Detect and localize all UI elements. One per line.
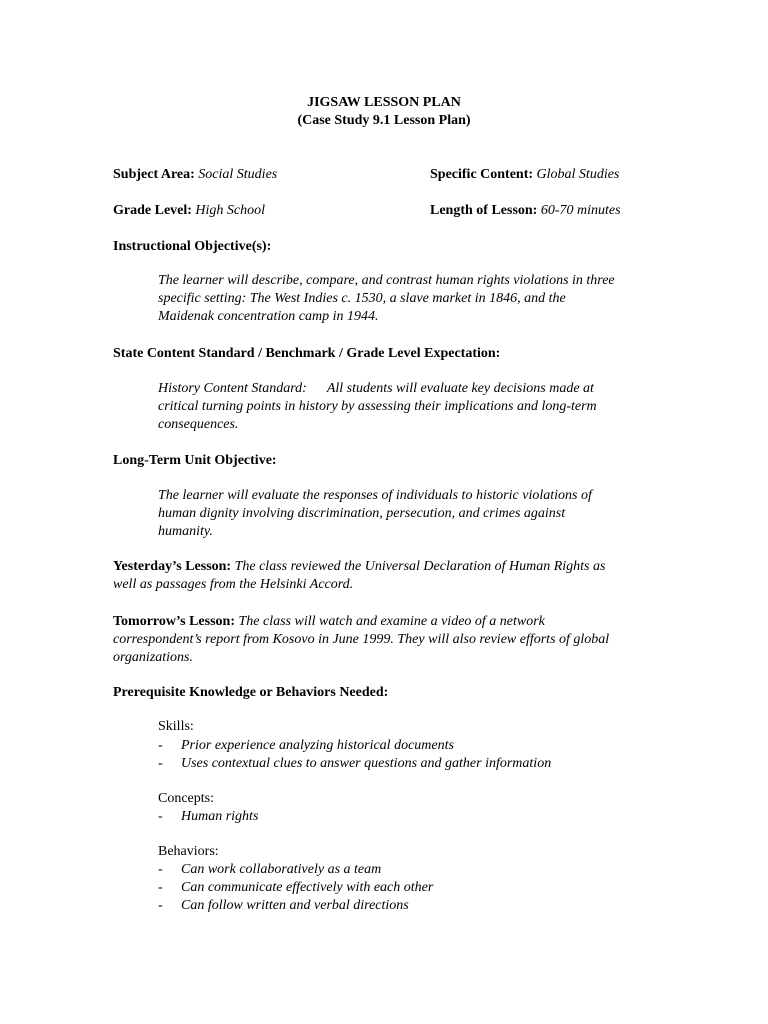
- long-term-heading: Long-Term Unit Objective:: [113, 453, 277, 468]
- objective-line: The learner will describe, compare, and contrast human rights violations in three: [158, 273, 615, 288]
- dash-marker: -: [158, 880, 163, 895]
- dash-marker: -: [158, 738, 163, 753]
- tomorrow-line: The class will watch and examine a video of a network: [238, 614, 545, 629]
- long-term-text: [158, 487, 592, 541]
- length-of-lesson-row: [430, 202, 621, 220]
- grade-level-label: Grade Level:: [113, 203, 192, 218]
- subject-area-row: [113, 166, 277, 184]
- concept-text: Human rights: [181, 809, 259, 824]
- length-of-lesson-label: Length of Lesson:: [430, 203, 538, 218]
- behavior-text: Can communicate effectively with each other: [181, 880, 434, 895]
- document-title: JIGSAW LESSON PLAN: [307, 95, 461, 110]
- standard-line: consequences.: [158, 417, 239, 432]
- behaviors-label: Behaviors:: [158, 844, 219, 859]
- skill-item: [158, 737, 454, 755]
- concept-item: [158, 808, 258, 826]
- dash-marker: -: [158, 898, 163, 913]
- skill-text: Prior experience analyzing historical documents: [181, 738, 454, 753]
- yesterday-lesson: [113, 558, 605, 594]
- behavior-item: [158, 897, 409, 915]
- state-standard-text: [158, 380, 597, 434]
- dash-marker: -: [158, 862, 163, 877]
- long-term-line: humanity.: [158, 524, 213, 539]
- yesterday-line: The class reviewed the Universal Declaration of Human Rights as: [234, 559, 606, 574]
- tomorrow-line: organizations.: [113, 650, 193, 665]
- tomorrow-lesson: [113, 613, 609, 667]
- tomorrow-line: correspondent’s report from Kosovo in June 1999. They will also review efforts of global: [113, 632, 610, 647]
- specific-content-label: Specific Content:: [430, 167, 534, 182]
- skill-text: Uses contextual clues to answer questions and gather information: [181, 756, 552, 771]
- behavior-text: Can work collaboratively as a team: [181, 862, 382, 877]
- grade-level-value: High School: [195, 203, 266, 218]
- prerequisite-heading: Prerequisite Knowledge or Behaviors Needed:: [113, 685, 389, 700]
- skills-label: Skills:: [158, 719, 194, 734]
- behavior-text: Can follow written and verbal directions: [181, 898, 409, 913]
- yesterday-label: Yesterday’s Lesson:: [113, 559, 232, 574]
- instructional-objectives-text: [158, 272, 615, 326]
- long-term-line: The learner will evaluate the responses of individuals to historic violations of: [158, 488, 592, 503]
- concepts-label: Concepts:: [158, 791, 214, 806]
- standard-line: critical turning points in history by assessing their implications and long-term: [158, 399, 597, 414]
- skill-item: [158, 755, 551, 773]
- document-subtitle: (Case Study 9.1 Lesson Plan): [297, 113, 471, 128]
- long-term-line: human dignity involving discrimination, persecution, and crimes against: [158, 506, 566, 521]
- dash-marker: -: [158, 756, 163, 771]
- objective-line: Maidenak concentration camp in 1944.: [158, 309, 379, 324]
- specific-content-value: Global Studies: [536, 167, 620, 182]
- dash-marker: -: [158, 809, 163, 824]
- standard-line: All students will evaluate key decisions made at: [326, 381, 594, 396]
- subject-area-value: Social Studies: [198, 167, 278, 182]
- history-standard-label: History Content Standard:: [158, 381, 307, 396]
- objective-line: specific setting: The West Indies c. 1530, a slave market in 1846, and the: [158, 291, 566, 306]
- grade-level-row: [113, 202, 265, 220]
- subject-area-label: Subject Area:: [113, 167, 195, 182]
- tomorrow-label: Tomorrow’s Lesson:: [113, 614, 235, 629]
- length-of-lesson-value: 60-70 minutes: [540, 203, 621, 218]
- behavior-item: [158, 861, 381, 879]
- state-standard-heading: State Content Standard / Benchmark / Grade Level Expectation:: [113, 346, 501, 361]
- yesterday-line: well as passages from the Helsinki Accord.: [113, 577, 354, 592]
- instructional-objectives-heading: Instructional Objective(s):: [113, 239, 272, 254]
- behavior-item: [158, 879, 433, 897]
- specific-content-row: [430, 166, 619, 184]
